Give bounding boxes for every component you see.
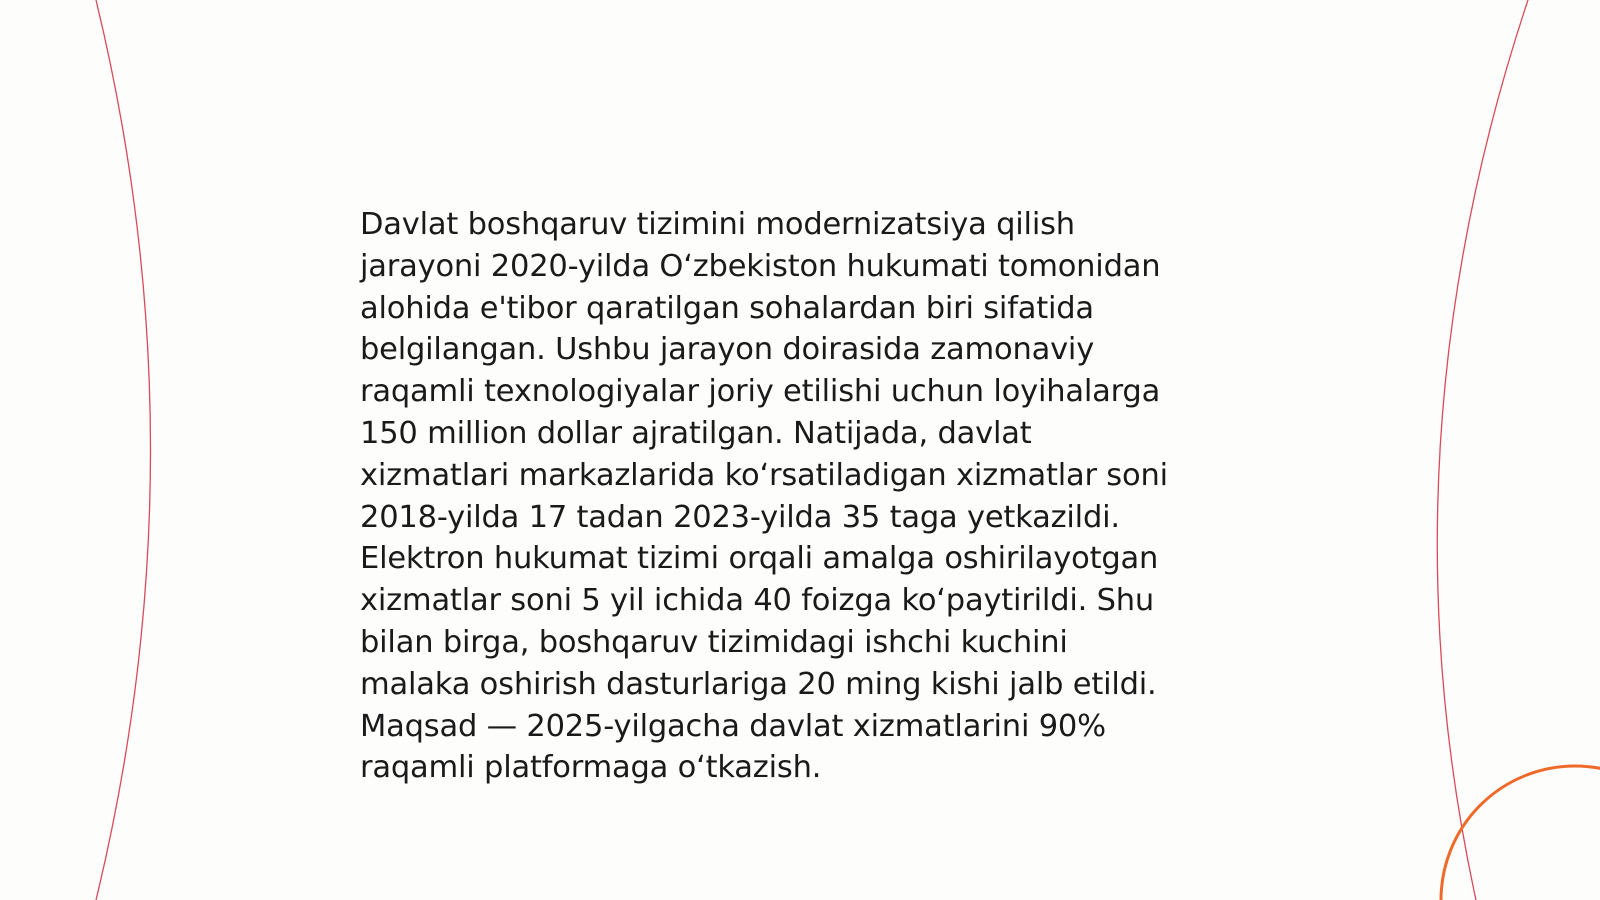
body-line: Maqsad — 2025-yilgacha davlat xizmatlarini 90% xyxy=(360,708,1106,744)
body-line: jarayoni 2020-yilda O‘zbekiston hukumati tomonidan xyxy=(360,248,1161,284)
body-line: raqamli platformaga o‘tkazish. xyxy=(360,750,822,786)
left-curve-decoration xyxy=(96,0,151,900)
body-paragraph xyxy=(360,204,1240,789)
body-line: belgilangan. Ushbu jarayon doirasida zamonaviy xyxy=(360,332,1095,368)
body-line: 150 million dollar ajratilgan. Natijada, davlat xyxy=(360,415,1032,451)
body-line: raqamli texnologiyalar joriy etilishi uchun loyihalarga xyxy=(360,374,1161,410)
body-line: Davlat boshqaruv tizimini modernizatsiya qilish xyxy=(360,207,1075,242)
body-line: xizmatlari markazlarida ko‘rsatiladigan xizmatlar soni xyxy=(360,457,1168,493)
right-curve-decoration xyxy=(1437,0,1528,900)
body-line: bilan birga, boshqaruv tizimidagi ishchi kuchini xyxy=(360,624,1068,660)
body-line: malaka oshirish dasturlariga 20 ming kishi jalb etildi. xyxy=(360,666,1157,702)
body-line: Elektron hukumat tizimi orqali amalga oshirilayotgan xyxy=(360,541,1159,577)
body-line: 2018-yilda 17 tadan 2023-yilda 35 taga yetkazildi. xyxy=(360,499,1120,535)
body-line: xizmatlar soni 5 yil ichida 40 foizga ko‘paytirildi. Shu xyxy=(360,583,1155,619)
body-line: alohida e'tibor qaratilgan sohalardan biri sifatida xyxy=(360,290,1094,326)
orange-circle-decoration xyxy=(1441,766,1600,900)
